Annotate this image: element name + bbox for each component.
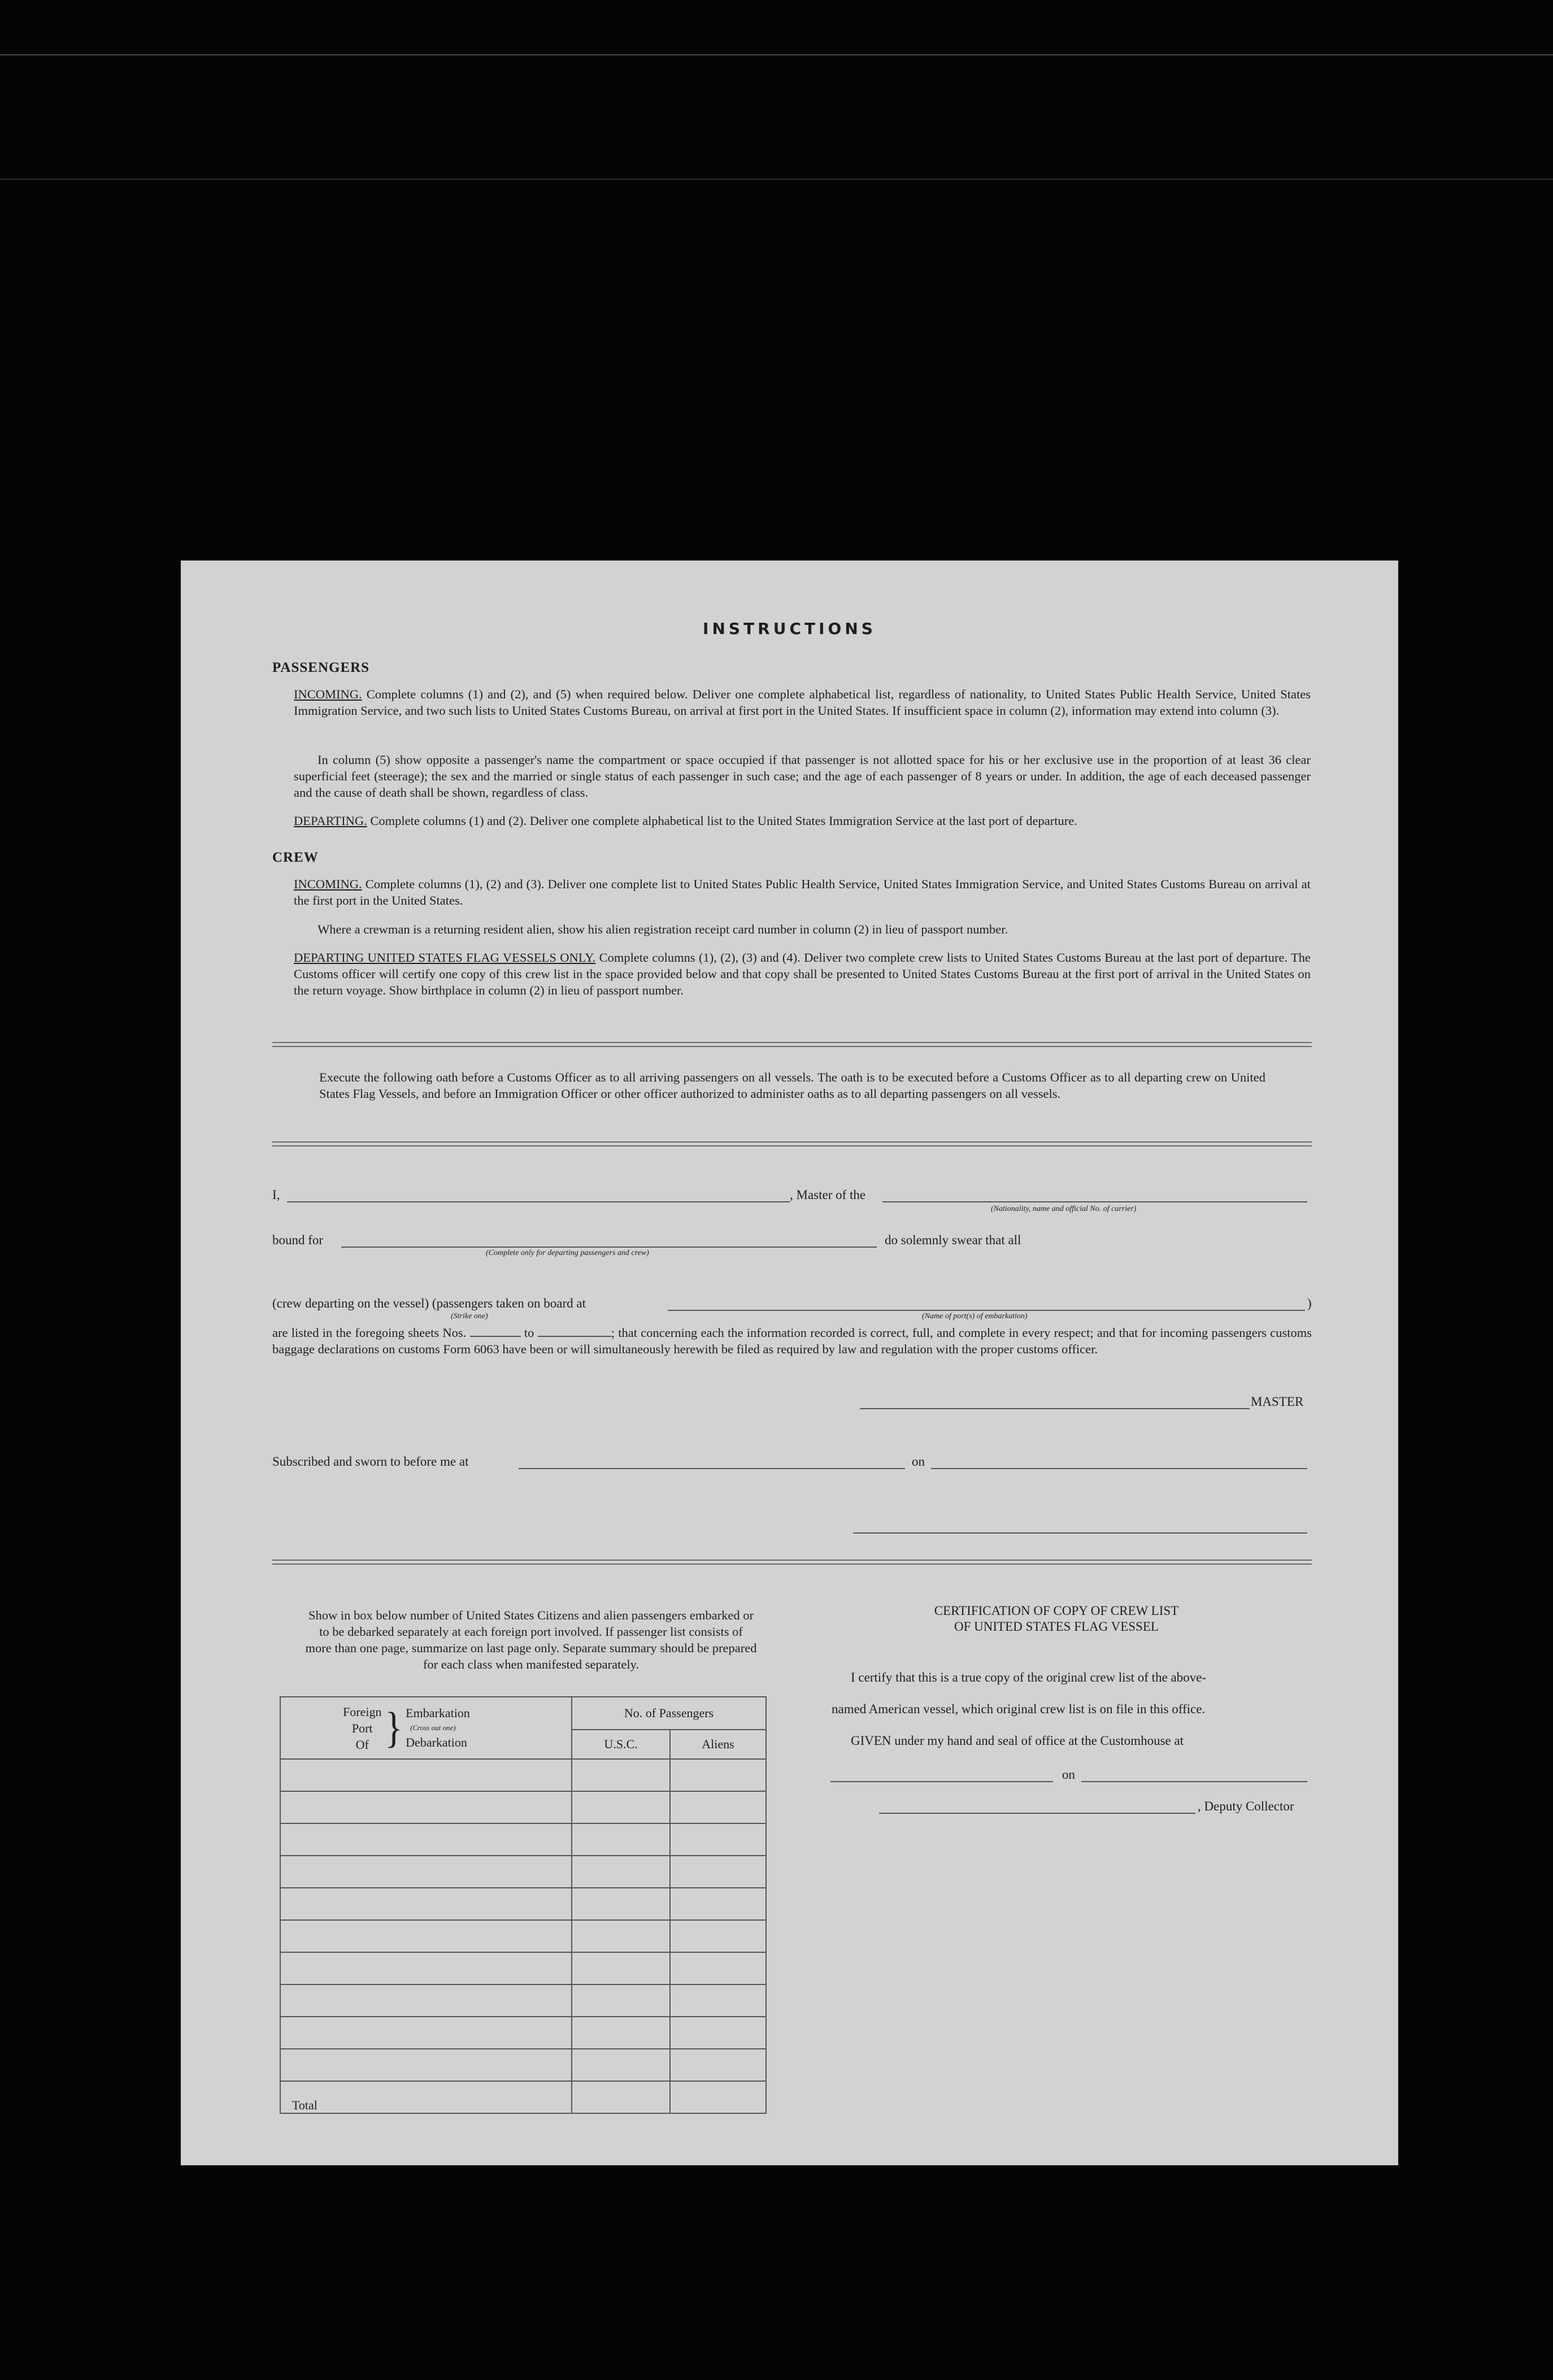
crew-resident-text: Where a crewman is a returning resident alien, show his alien registration receipt card number in column (2) in lieu of passport number. [317,922,1008,936]
passengers-incoming [294,686,1311,719]
usc-cell[interactable] [572,2049,670,2081]
subscribed-on-label: on [912,1454,925,1469]
listed-paragraph [272,1324,1312,1357]
port-header [280,1697,572,1759]
certification-title-2: OF UNITED STATES FLAG VESSEL [954,1619,1159,1634]
passengers-departing [294,813,1311,829]
passengers-departing-text: Complete columns (1) and (2). Deliver one complete alphabetical list to the United States Immigration Service at the last port of departure. [370,814,1077,828]
listed-text: ; that concerning each the information recorded is correct, full, and complete in every respect; and that for incoming passengers customs baggage declarations on customs Form 6063 have been or will simultaneously herewith be filed as required by law and regulation with the proper customs officer. [272,1326,1312,1356]
of-label: Of [355,1737,369,1752]
aliens-cell[interactable] [670,2049,766,2081]
cross-out-label: (Cross out one) [410,1723,456,1732]
master-signature-field[interactable] [860,1408,1250,1409]
port-label: Port [351,1721,373,1735]
crew-heading: CREW [272,850,319,865]
crew-incoming-text: Complete columns (1), (2) and (3). Deliver one complete list to United States Public Health Service, United States Immigration Service, and United States Customs Bureau on arrival at the first port in the United States. [294,877,1311,907]
crew-incoming-label: INCOMING. [294,877,362,891]
bound-for-caption: (Complete only for departing passengers and crew) [486,1249,649,1257]
sheet-from-field[interactable] [470,1336,521,1337]
port-cell[interactable] [280,1759,572,1791]
port-cell[interactable] [280,1984,572,2017]
oath-instruction [319,1069,1265,1102]
aliens-cell[interactable] [670,1823,766,1856]
strike-one-caption: (Strike one) [451,1312,488,1321]
aliens-total-cell[interactable] [670,2081,766,2113]
crew-departing [294,949,1311,998]
certification-line-1: I certify that this is a true copy of the original crew list of the above- [851,1670,1207,1684]
table-row [280,1791,766,1823]
table-row [280,2017,766,2049]
port-cell[interactable] [280,1920,572,1952]
port-caption: (Name of port(s) of embarkation) [922,1312,1028,1321]
ports-table [280,1696,767,2114]
divider-1 [272,1042,1312,1047]
subscribed-place-field[interactable] [519,1468,905,1469]
deputy-collector-label: , Deputy Collector [1198,1799,1294,1813]
aliens-cell[interactable] [670,1920,766,1952]
aliens-cell[interactable] [670,2017,766,2049]
crew-departing-text: Complete columns (1), (2), (3) and (4). Deliver two complete crew lists to United States Customs Bureau at the last port of departure. The Customs officer will certify one copy of this crew list in the space provided below and that copy shall be presented to United States Customs Bureau at the first port of arrival in the United States on the return voyage. Show birthplace in column (2) in lieu of passport number. [294,950,1311,997]
aliens-cell[interactable] [670,1984,766,2017]
aliens-cell[interactable] [670,1856,766,1888]
aliens-cell[interactable] [670,1791,766,1823]
usc-cell[interactable] [572,2017,670,2049]
table-row [280,1888,766,1920]
master-label: MASTER [1251,1395,1304,1409]
brace-icon: } [385,1703,403,1752]
port-cell[interactable] [280,2017,572,2049]
certification-title-1: CERTIFICATION OF COPY OF CREW LIST [934,1604,1179,1618]
crew-resident [294,921,1311,937]
port-cell[interactable] [280,1791,572,1823]
customhouse-field[interactable] [830,1781,1053,1782]
oath-i: I, [272,1188,280,1202]
usc-cell[interactable] [572,1888,670,1920]
foreign-label: Foreign [343,1704,382,1719]
listed-prefix: are listed in the foregoing sheets Nos. [272,1326,467,1340]
aliens-cell[interactable] [670,1952,766,1984]
subscribed-date-field[interactable] [931,1468,1307,1469]
deputy-signature-field[interactable] [879,1813,1195,1814]
passengers-column5 [294,752,1311,801]
port-cell[interactable] [280,2049,572,2081]
no-passengers-header: No. of Passengers [572,1697,766,1730]
page-title: INSTRUCTIONS [703,619,876,638]
closing-paren: ) [1307,1296,1312,1310]
certification-on-label: on [1062,1767,1075,1782]
table-row [280,1759,766,1791]
officer-signature-field[interactable] [853,1532,1307,1534]
bound-for-label: bound for [272,1233,324,1247]
table-row [280,1856,766,1888]
table-row [280,1823,766,1856]
table-row [280,1920,766,1952]
sheet-to-field[interactable] [538,1336,611,1337]
total-row [280,2081,766,2113]
embarkation-port-field[interactable] [668,1310,1305,1311]
certification-date-field[interactable] [1081,1781,1307,1782]
port-cell[interactable] [280,1888,572,1920]
master-name-field[interactable] [287,1201,790,1202]
passengers-departing-label: DEPARTING. [294,814,367,828]
bound-for-field[interactable] [341,1247,877,1248]
usc-cell[interactable] [572,1920,670,1952]
table-row [280,1952,766,1984]
scan-edge-upper [0,179,1553,180]
divider-3 [272,1560,1312,1565]
passengers-incoming-label: INCOMING. [294,687,362,701]
usc-cell[interactable] [572,1791,670,1823]
usc-cell[interactable] [572,1952,670,1984]
aliens-cell[interactable] [670,1759,766,1791]
form-page [181,561,1398,2165]
table-row [280,1984,766,2017]
embarkation-label: Embarkation [406,1706,470,1720]
usc-cell[interactable] [572,1984,670,2017]
table-row [280,2049,766,2081]
carrier-caption: (Nationality, name and official No. of carrier) [991,1205,1137,1213]
master-of-label: , Master of the [790,1188,866,1202]
usc-cell[interactable] [572,1856,670,1888]
usc-cell[interactable] [572,1823,670,1856]
usc-total-cell[interactable] [572,2081,670,2113]
scan-edge-top [0,54,1553,55]
usc-cell[interactable] [572,1759,670,1791]
aliens-cell[interactable] [670,1888,766,1920]
divider-2 [272,1141,1312,1146]
port-cell[interactable] [280,1856,572,1888]
usc-header: U.S.C. [572,1730,670,1759]
certification-line-2: named American vessel, which original crew list is on file in this office. [832,1702,1206,1716]
port-cell[interactable] [280,1952,572,1984]
passengers-heading: PASSENGERS [272,660,370,675]
oath-instruction-text: Execute the following oath before a Customs Officer as to all arriving passengers on all vessels. The oath is to be executed before a Customs Officer as to all departing crew on United States Flag Vessels, and before an Immigration Officer or other officer authorized to administer oaths as to all departing passengers on all vessels. [319,1070,1265,1101]
crew-incoming [294,876,1311,909]
summary-instruction-text: Show in box below number of United States Citizens and alien passengers embarked or to be debarked separately at each foreign port involved. If passenger list consists of more than one page, summarize on last page only. Separate summary should be prepared for each class when manifested separately. [305,1608,757,1671]
carrier-field[interactable] [882,1201,1307,1202]
total-label: Total [280,2081,572,2113]
passengers-incoming-text: Complete columns (1) and (2), and (5) when required below. Deliver one complete alphabetical list, regardless of nationality, to United States Public Health Service, United States Immigration Service, and two such lists to United States Customs Bureau, on arrival at first port in the United States. If insufficient space in column (2), information may extend into column (3). [294,687,1311,718]
listed-to: to [524,1326,534,1340]
debarkation-label: Debarkation [406,1735,467,1749]
crew-passengers-label: (crew departing on the vessel) (passengers taken on board at [272,1296,586,1310]
passengers-column5-text: In column (5) show opposite a passenger's name the compartment or space occupied if that passenger is not allotted space for his or her exclusive use in the proportion of at least 36 clear superficial feet (steerage); the sex and the married or single status of each passenger in such case; and the age of each passenger of 8 years or under. In addition, the age of each deceased passenger and the cause of death shall be shown, regardless of class. [294,753,1311,800]
summary-instruction [305,1607,757,1673]
swear-label: do solemnly swear that all [885,1233,1021,1247]
port-cell[interactable] [280,1823,572,1856]
subscribed-label: Subscribed and sworn to before me at [272,1454,469,1469]
crew-departing-label: DEPARTING UNITED STATES FLAG VESSELS ONLY. [294,950,596,965]
certification-line-3: GIVEN under my hand and seal of office at the Customhouse at [851,1734,1184,1748]
aliens-header: Aliens [670,1730,766,1759]
